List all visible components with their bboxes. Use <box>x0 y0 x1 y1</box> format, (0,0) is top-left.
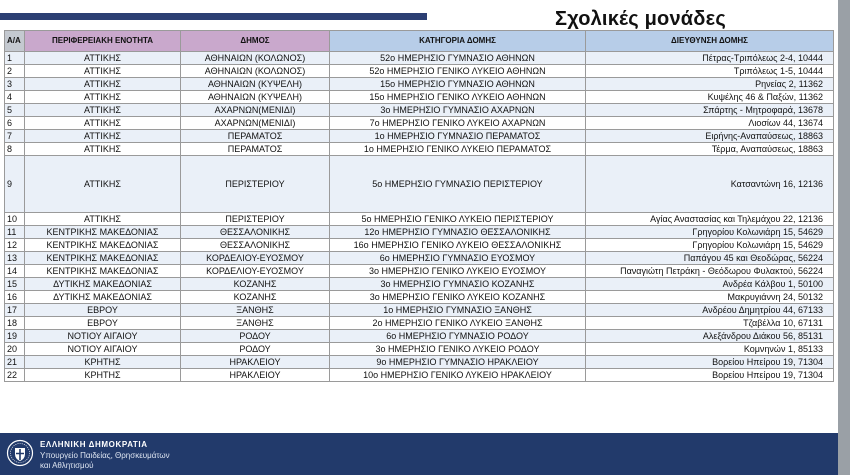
cell-address: Κατσαντώνη 16, 12136 <box>586 156 834 213</box>
cell-aa: 2 <box>5 65 25 78</box>
footer-line-2: Υπουργείο Παιδείας, Θρησκευμάτων <box>40 451 170 460</box>
cell-category: 2ο ΗΜΕΡΗΣΙΟ ΓΕΝΙΚΟ ΛΥΚΕΙΟ ΞΑΝΘΗΣ <box>330 317 586 330</box>
cell-municipality: ΗΡΑΚΛΕΙΟΥ <box>181 356 330 369</box>
cell-address: Τζαβέλλα 10, 67131 <box>586 317 834 330</box>
cell-region: ΚΕΝΤΡΙΚΗΣ ΜΑΚΕΔΟΝΙΑΣ <box>25 252 181 265</box>
cell-address: Αγίας Αναστασίας και Τηλεμάχου 22, 12136 <box>586 213 834 226</box>
greek-emblem-icon <box>6 439 34 467</box>
schools-table <box>4 30 834 382</box>
cell-category: 52ο ΗΜΕΡΗΣΙΟ ΓΥΜΝΑΣΙΟ ΑΘΗΝΩΝ <box>330 52 586 65</box>
cell-category: 52ο ΗΜΕΡΗΣΙΟ ΓΕΝΙΚΟ ΛΥΚΕΙΟ ΑΘΗΝΩΝ <box>330 65 586 78</box>
cell-category: 3ο ΗΜΕΡΗΣΙΟ ΓΕΝΙΚΟ ΛΥΚΕΙΟ ΡΟΔΟΥ <box>330 343 586 356</box>
cell-address: Ανδρέα Κάλβου 1, 50100 <box>586 278 834 291</box>
cell-category: 5ο ΗΜΕΡΗΣΙΟ ΓΥΜΝΑΣΙΟ ΠΕΡΙΣΤΕΡΙΟΥ <box>330 156 586 213</box>
cell-region: ΑΤΤΙΚΗΣ <box>25 213 181 226</box>
cell-region: ΚΕΝΤΡΙΚΗΣ ΜΑΚΕΔΟΝΙΑΣ <box>25 226 181 239</box>
table-row <box>5 278 834 291</box>
cell-aa: 15 <box>5 278 25 291</box>
cell-municipality: ΑΘΗΝΑΙΩΝ (ΚΟΛΩΝΟΣ) <box>181 52 330 65</box>
table-row <box>5 252 834 265</box>
cell-aa: 21 <box>5 356 25 369</box>
cell-region: ΚΡΗΤΗΣ <box>25 369 181 382</box>
cell-aa: 14 <box>5 265 25 278</box>
table-row <box>5 291 834 304</box>
window-edge <box>838 0 850 475</box>
table-row <box>5 130 834 143</box>
cell-aa: 18 <box>5 317 25 330</box>
cell-aa: 6 <box>5 117 25 130</box>
cell-category: 6ο ΗΜΕΡΗΣΙΟ ΓΥΜΝΑΣΙΟ ΕΥΟΣΜΟΥ <box>330 252 586 265</box>
cell-region: ΑΤΤΙΚΗΣ <box>25 78 181 91</box>
cell-region: ΔΥΤΙΚΗΣ ΜΑΚΕΔΟΝΙΑΣ <box>25 278 181 291</box>
table-row <box>5 117 834 130</box>
cell-region: ΔΥΤΙΚΗΣ ΜΑΚΕΔΟΝΙΑΣ <box>25 291 181 304</box>
cell-aa: 13 <box>5 252 25 265</box>
cell-aa: 12 <box>5 239 25 252</box>
cell-municipality: ΑΧΑΡΝΩΝ(ΜΕΝΙΔΙ) <box>181 104 330 117</box>
table-row <box>5 104 834 117</box>
footer-line-3: και Αθλητισμού <box>40 461 94 470</box>
cell-aa: 1 <box>5 52 25 65</box>
cell-region: ΑΤΤΙΚΗΣ <box>25 143 181 156</box>
cell-region: ΚΕΝΤΡΙΚΗΣ ΜΑΚΕΔΟΝΙΑΣ <box>25 265 181 278</box>
cell-aa: 5 <box>5 104 25 117</box>
table-row <box>5 78 834 91</box>
cell-category: 16ο ΗΜΕΡΗΣΙΟ ΓΕΝΙΚΟ ΛΥΚΕΙΟ ΘΕΣΣΑΛΟΝΙΚΗΣ <box>330 239 586 252</box>
cell-municipality: ΗΡΑΚΛΕΙΟΥ <box>181 369 330 382</box>
cell-region: ΑΤΤΙΚΗΣ <box>25 104 181 117</box>
cell-address: Μακρυγιάννη 24, 50132 <box>586 291 834 304</box>
cell-municipality: ΘΕΣΣΑΛΟΝΙΚΗΣ <box>181 239 330 252</box>
cell-municipality: ΚΟΖΑΝΗΣ <box>181 291 330 304</box>
table-row <box>5 143 834 156</box>
cell-category: 3ο ΗΜΕΡΗΣΙΟ ΓΕΝΙΚΟ ΛΥΚΕΙΟ ΕΥΟΣΜΟΥ <box>330 265 586 278</box>
cell-municipality: ΑΘΗΝΑΙΩΝ (ΚΟΛΩΝΟΣ) <box>181 65 330 78</box>
cell-region: ΝΟΤΙΟΥ ΑΙΓΑΙΟΥ <box>25 330 181 343</box>
cell-municipality: ΘΕΣΣΑΛΟΝΙΚΗΣ <box>181 226 330 239</box>
cell-aa: 9 <box>5 156 25 213</box>
cell-address: Τέρμα, Αναπαύσεως, 18863 <box>586 143 834 156</box>
cell-aa: 8 <box>5 143 25 156</box>
cell-municipality: ΠΕΡΑΜΑΤΟΣ <box>181 143 330 156</box>
cell-municipality: ΠΕΡΑΜΑΤΟΣ <box>181 130 330 143</box>
header-address: ΔΙΕΥΘΥΝΣΗ ΔΟΜΗΣ <box>586 31 834 52</box>
cell-region: ΚΕΝΤΡΙΚΗΣ ΜΑΚΕΔΟΝΙΑΣ <box>25 239 181 252</box>
cell-aa: 16 <box>5 291 25 304</box>
cell-address: Ρηνείας 2, 11362 <box>586 78 834 91</box>
cell-address: Παπάγου 45 και Θεοδώρας, 56224 <box>586 252 834 265</box>
cell-address: Γρηγορίου Κολωνιάρη 15, 54629 <box>586 226 834 239</box>
cell-address: Πέτρας-Τριπόλεως 2-4, 10444 <box>586 52 834 65</box>
cell-region: ΚΡΗΤΗΣ <box>25 356 181 369</box>
cell-region: ΕΒΡΟΥ <box>25 304 181 317</box>
cell-municipality: ΞΑΝΘΗΣ <box>181 304 330 317</box>
table-row <box>5 226 834 239</box>
cell-category: 3ο ΗΜΕΡΗΣΙΟ ΓΥΜΝΑΣΙΟ ΑΧΑΡΝΩΝ <box>330 104 586 117</box>
cell-region: ΑΤΤΙΚΗΣ <box>25 52 181 65</box>
cell-aa: 3 <box>5 78 25 91</box>
header-region: ΠΕΡΙΦΕΡΕΙΑΚΗ ΕΝΟΤΗΤΑ <box>25 31 181 52</box>
top-accent-bar <box>0 13 427 20</box>
cell-municipality: ΞΑΝΘΗΣ <box>181 317 330 330</box>
cell-aa: 20 <box>5 343 25 356</box>
cell-category: 3ο ΗΜΕΡΗΣΙΟ ΓΕΝΙΚΟ ΛΥΚΕΙΟ ΚΟΖΑΝΗΣ <box>330 291 586 304</box>
cell-region: ΑΤΤΙΚΗΣ <box>25 130 181 143</box>
footer-line-1: ΕΛΛΗΝΙΚΗ ΔΗΜΟΚΡΑΤΙΑ <box>40 440 148 449</box>
table-row <box>5 265 834 278</box>
cell-aa: 4 <box>5 91 25 104</box>
header-aa: Α/Α <box>5 31 25 52</box>
cell-address: Λιοσίων 44, 13674 <box>586 117 834 130</box>
cell-municipality: ΠΕΡΙΣΤΕΡΙΟΥ <box>181 156 330 213</box>
cell-municipality: ΑΘΗΝΑΙΩΝ (ΚΥΨΕΛΗ) <box>181 91 330 104</box>
cell-address: Κυψέλης 46 & Παξών, 11362 <box>586 91 834 104</box>
table-row <box>5 239 834 252</box>
cell-category: 9ο ΗΜΕΡΗΣΙΟ ΓΥΜΝΑΣΙΟ ΗΡΑΚΛΕΙΟΥ <box>330 356 586 369</box>
cell-address: Ειρήνης-Αναπαύσεως, 18863 <box>586 130 834 143</box>
cell-municipality: ΑΧΑΡΝΩΝ(ΜΕΝΙΔΙ) <box>181 117 330 130</box>
cell-category: 12ο ΗΜΕΡΗΣΙΟ ΓΥΜΝΑΣΙΟ ΘΕΣΣΑΛΟΝΙΚΗΣ <box>330 226 586 239</box>
cell-address: Βορείου Ηπείρου 19, 71304 <box>586 356 834 369</box>
cell-category: 1ο ΗΜΕΡΗΣΙΟ ΓΥΜΝΑΣΙΟ ΠΕΡΑΜΑΤΟΣ <box>330 130 586 143</box>
cell-category: 7ο ΗΜΕΡΗΣΙΟ ΓΕΝΙΚΟ ΛΥΚΕΙΟ ΑΧΑΡΝΩΝ <box>330 117 586 130</box>
cell-municipality: ΡΟΔΟΥ <box>181 343 330 356</box>
cell-category: 3ο ΗΜΕΡΗΣΙΟ ΓΥΜΝΑΣΙΟ ΚΟΖΑΝΗΣ <box>330 278 586 291</box>
cell-aa: 17 <box>5 304 25 317</box>
table-row <box>5 65 834 78</box>
cell-address: Κομνηνών 1, 85133 <box>586 343 834 356</box>
cell-address: Αλεξάνδρου Διάκου 56, 85131 <box>586 330 834 343</box>
cell-category: 6ο ΗΜΕΡΗΣΙΟ ΓΥΜΝΑΣΙΟ ΡΟΔΟΥ <box>330 330 586 343</box>
cell-municipality: ΡΟΔΟΥ <box>181 330 330 343</box>
cell-region: ΑΤΤΙΚΗΣ <box>25 91 181 104</box>
cell-region: ΕΒΡΟΥ <box>25 317 181 330</box>
cell-category: 1ο ΗΜΕΡΗΣΙΟ ΓΥΜΝΑΣΙΟ ΞΑΝΘΗΣ <box>330 304 586 317</box>
cell-category: 5ο ΗΜΕΡΗΣΙΟ ΓΕΝΙΚΟ ΛΥΚΕΙΟ ΠΕΡΙΣΤΕΡΙΟΥ <box>330 213 586 226</box>
cell-address: Σπάρτης - Μητροφαρά, 13678 <box>586 104 834 117</box>
cell-municipality: ΚΟΡΔΕΛΙΟΥ-ΕΥΟΣΜΟΥ <box>181 265 330 278</box>
cell-aa: 11 <box>5 226 25 239</box>
cell-category: 1ο ΗΜΕΡΗΣΙΟ ΓΕΝΙΚΟ ΛΥΚΕΙΟ ΠΕΡΑΜΑΤΟΣ <box>330 143 586 156</box>
cell-municipality: ΠΕΡΙΣΤΕΡΙΟΥ <box>181 213 330 226</box>
cell-region: ΝΟΤΙΟΥ ΑΙΓΑΙΟΥ <box>25 343 181 356</box>
cell-aa: 22 <box>5 369 25 382</box>
table-row <box>5 330 834 343</box>
page-title: Σχολικές μονάδες <box>555 8 726 30</box>
table-header-row <box>5 31 834 52</box>
table-row <box>5 52 834 65</box>
cell-address: Ανδρέου Δημητρίου 44, 67133 <box>586 304 834 317</box>
cell-aa: 10 <box>5 213 25 226</box>
table-row <box>5 304 834 317</box>
table-row <box>5 356 834 369</box>
table-row <box>5 213 834 226</box>
cell-address: Βορείου Ηπείρου 19, 71304 <box>586 369 834 382</box>
cell-address: Παναγιώτη Πετράκη - Θεόδωρου Φυλακτού, 56224 <box>586 265 834 278</box>
cell-address: Τριπόλεως 1-5, 10444 <box>586 65 834 78</box>
cell-region: ΑΤΤΙΚΗΣ <box>25 65 181 78</box>
cell-municipality: ΚΟΡΔΕΛΙΟΥ-ΕΥΟΣΜΟΥ <box>181 252 330 265</box>
cell-aa: 19 <box>5 330 25 343</box>
cell-municipality: ΑΘΗΝΑΙΩΝ (ΚΥΨΕΛΗ) <box>181 78 330 91</box>
cell-address: Γρηγορίου Κολωνιάρη 15, 54629 <box>586 239 834 252</box>
table-row <box>5 317 834 330</box>
table-row <box>5 156 834 213</box>
cell-region: ΑΤΤΙΚΗΣ <box>25 156 181 213</box>
header-category: ΚΑΤΗΓΟΡΙΑ ΔΟΜΗΣ <box>330 31 586 52</box>
footer-bar <box>0 433 838 475</box>
cell-aa: 7 <box>5 130 25 143</box>
table-body <box>5 52 834 382</box>
table-row <box>5 369 834 382</box>
header-municipality: ΔΗΜΟΣ <box>181 31 330 52</box>
cell-category: 10ο ΗΜΕΡΗΣΙΟ ΓΕΝΙΚΟ ΛΥΚΕΙΟ ΗΡΑΚΛΕΙΟΥ <box>330 369 586 382</box>
table-row <box>5 91 834 104</box>
cell-category: 15ο ΗΜΕΡΗΣΙΟ ΓΥΜΝΑΣΙΟ ΑΘΗΝΩΝ <box>330 78 586 91</box>
cell-municipality: ΚΟΖΑΝΗΣ <box>181 278 330 291</box>
table-row <box>5 343 834 356</box>
cell-category: 15ο ΗΜΕΡΗΣΙΟ ΓΕΝΙΚΟ ΛΥΚΕΙΟ ΑΘΗΝΩΝ <box>330 91 586 104</box>
cell-region: ΑΤΤΙΚΗΣ <box>25 117 181 130</box>
